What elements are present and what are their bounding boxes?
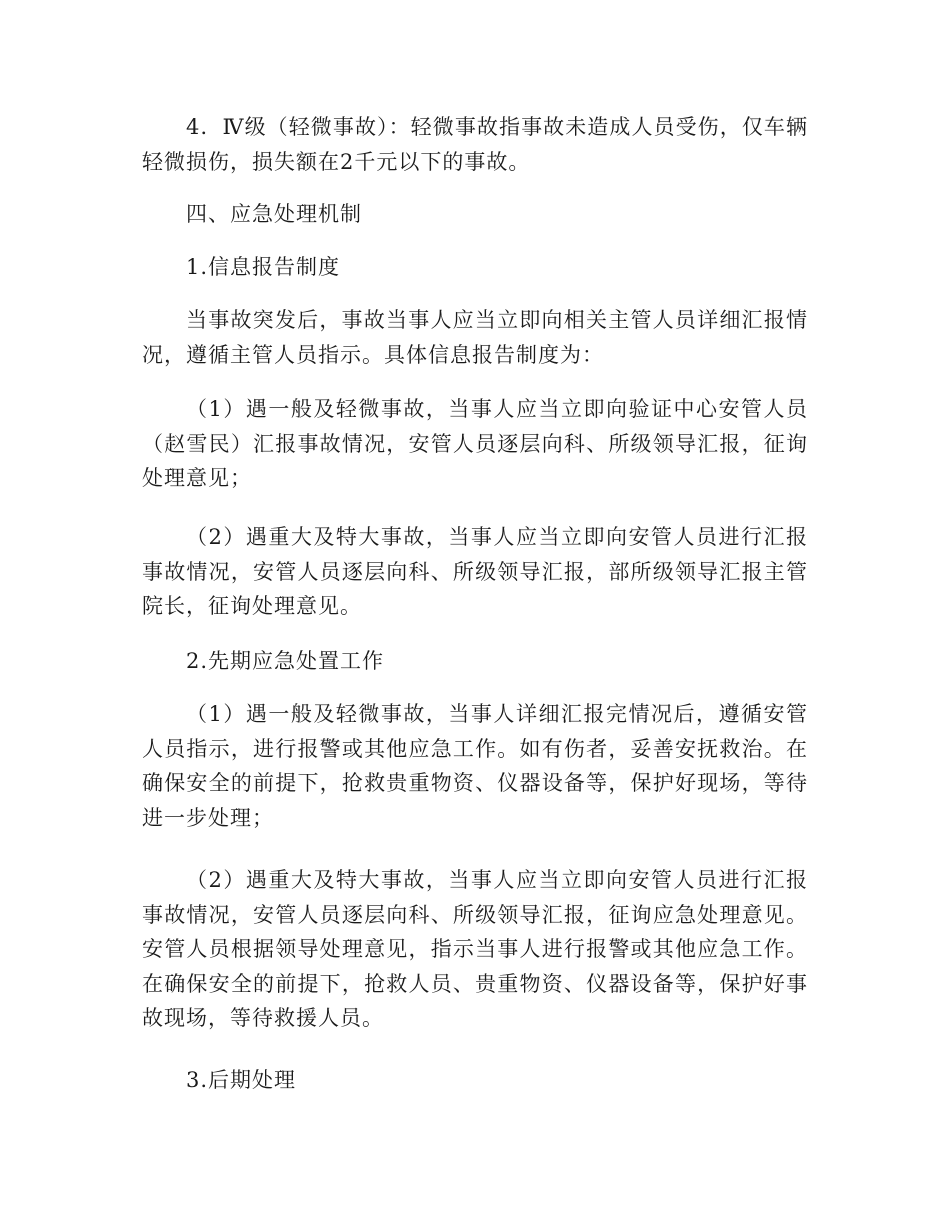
paragraph-reporting-intro: 当事故突发后，事故当事人应当立即向相关主管人员详细汇报情况，遵循主管人员指示。具体信息报告制度为： [142, 308, 808, 367]
paragraph-response-item-2: （2）遇重大及特大事故，当事人应当立即向安管人员进行汇报事故情况，安管人员逐层向科、所级领导汇报，征询应急处理意见。安管人员根据领导处理意见，指示当事人进行报警或其他应急工作。在确保安全的前提下，抢救人员、贵重物资、仪器设备等，保护好事故现场，等待救援人员。 [142, 868, 808, 1030]
section-heading-emergency-mechanism: 四、应急处理机制 [186, 202, 362, 226]
subheading-info-reporting: 1.信息报告制度 [186, 255, 341, 279]
paragraph-reporting-item-2: （2）遇重大及特大事故，当事人应当立即向安管人员进行汇报事故情况，安管人员逐层向科、所级领导汇报，部所级领导汇报主管院长，征询处理意见。 [142, 525, 808, 618]
subheading-post-processing: 3.后期处理 [186, 1068, 297, 1092]
subheading-early-response: 2.先期应急处置工作 [186, 649, 385, 673]
paragraph-level-4-accident: 4．Ⅳ级（轻微事故）：轻微事故指事故未造成人员受伤，仅车辆轻微损伤，损失额在2千元以下的事故。 [142, 115, 808, 174]
paragraph-reporting-item-1: （1）遇一般及轻微事故，当事人应当立即向验证中心安管人员（赵雪民）汇报事故情况，安管人员逐层向科、所级领导汇报，征询处理意见； [142, 397, 808, 490]
paragraph-response-item-1: （1）遇一般及轻微事故，当事人详细汇报完情况后，遵循安管人员指示，进行报警或其他应急工作。如有伤者，妥善安抚救治。在确保安全的前提下，抢救贵重物资、仪器设备等，保护好现场，等待进一步处理； [142, 702, 808, 830]
